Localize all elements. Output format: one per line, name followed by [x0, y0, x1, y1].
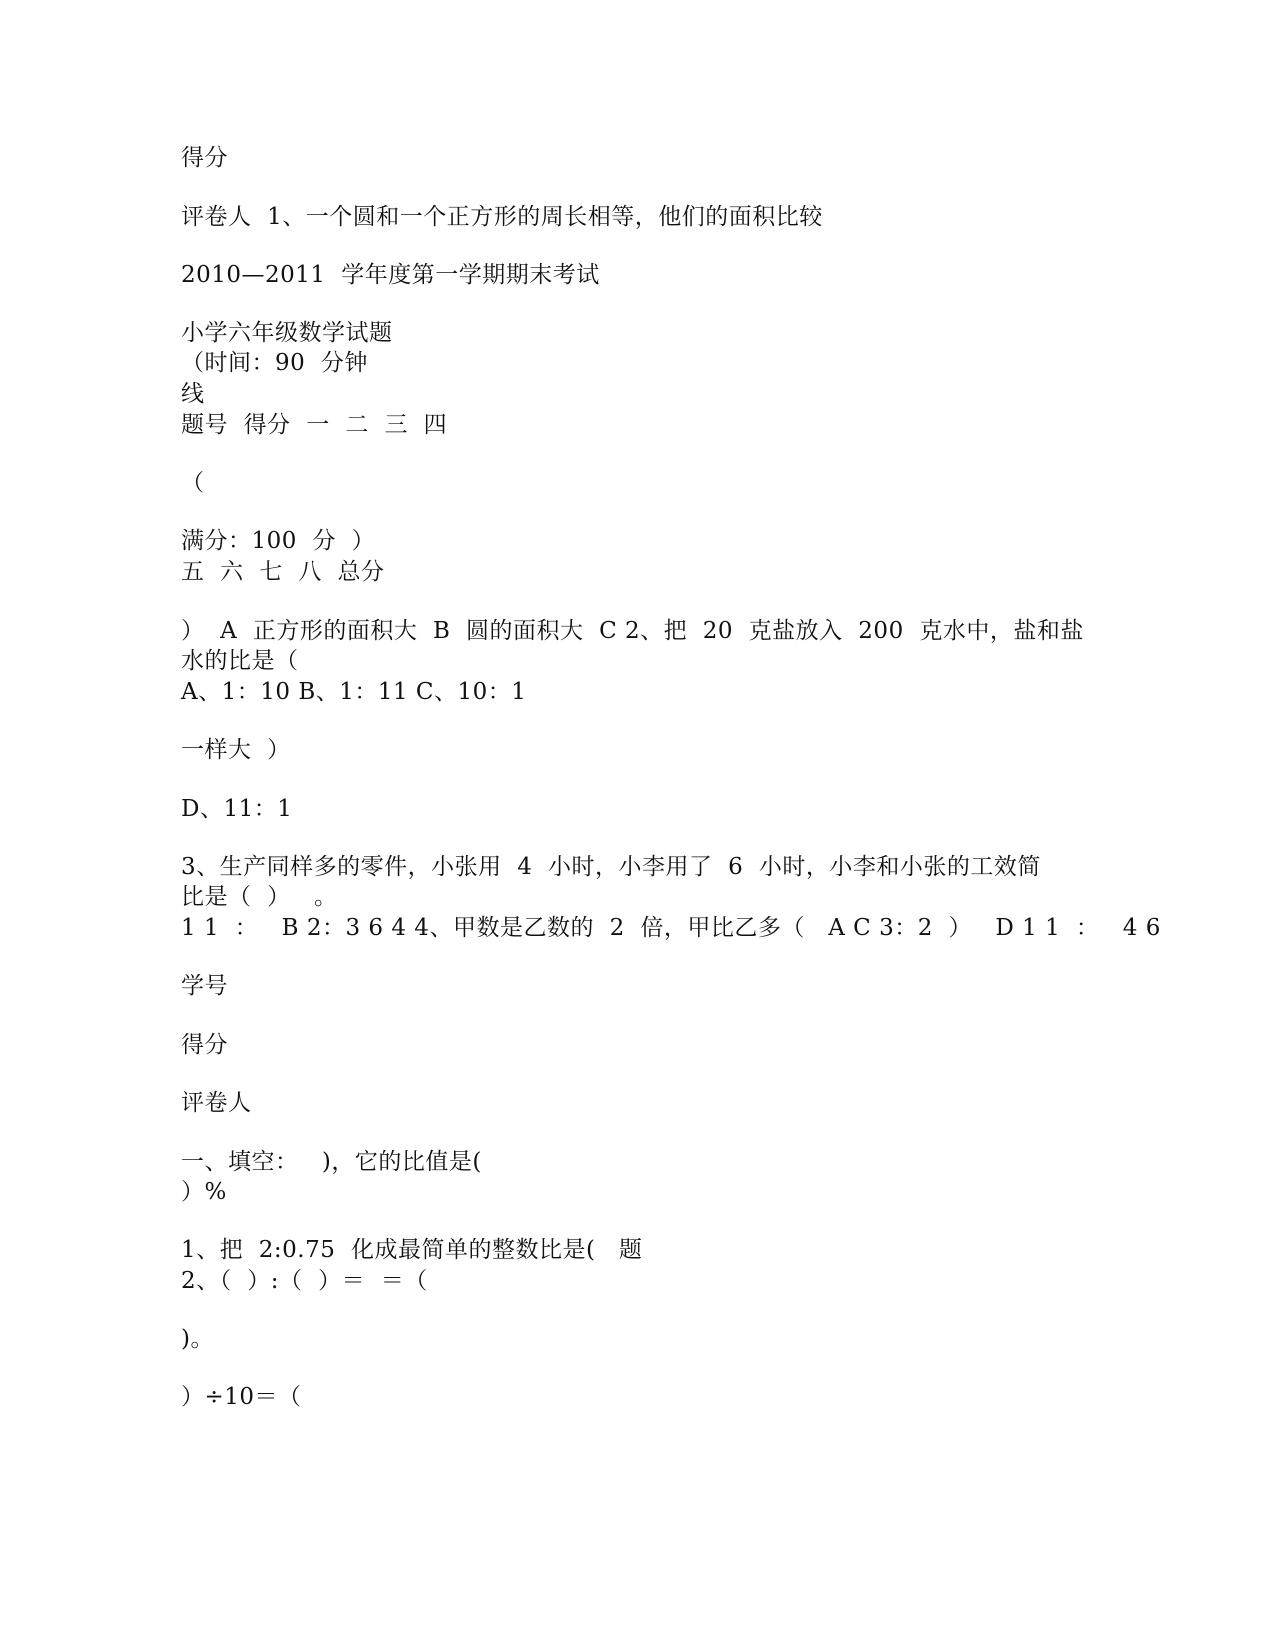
text-line: ）÷10＝（: [181, 1384, 302, 1410]
text-line: 水的比是（: [181, 648, 299, 674]
text-line: ） A 正方形的面积大 B 圆的面积大 C 2、把 20 克盐放入 200 克水中，盐和盐: [181, 618, 1084, 644]
text-line: 评卷人: [181, 1090, 252, 1116]
text-line: 小学六年级数学试题: [181, 320, 393, 346]
text-line: 2010—2011 学年度第一学期期末考试: [181, 262, 600, 288]
text-line: 一、填空： )，它的比值是(: [181, 1149, 482, 1175]
text-line: 评卷人 1、一个圆和一个正方形的周长相等，他们的面积比较: [181, 204, 823, 230]
text-line: 1、把 2:0.75 化成最简单的整数比是( 题: [181, 1237, 643, 1263]
text-line: 2、（ ）:（ ）＝ ＝（: [181, 1268, 428, 1294]
text-line: 满分：100 分 ）: [181, 528, 376, 554]
text-line: 得分: [181, 145, 228, 171]
text-line: 学号: [181, 973, 228, 999]
text-line: 比是（ ） 。: [181, 884, 338, 910]
text-line: （时间：90 分钟: [181, 350, 368, 376]
text-line: 得分: [181, 1032, 228, 1058]
text-line: （: [181, 470, 205, 496]
text-line: 3、生产同样多的零件，小张用 4 小时，小李用了 6 小时，小李和小张的工效简: [181, 854, 1041, 880]
text-line: )。: [181, 1326, 214, 1352]
text-line: 题号 得分 一 二 三 四: [181, 412, 448, 438]
text-line: D、11：1: [181, 796, 293, 822]
text-line: 五 六 七 八 总分: [181, 559, 385, 585]
text-line: A、1：10 B、1：11 C、10：1: [181, 679, 527, 705]
text-line: ）%: [181, 1179, 227, 1205]
text-line: 一样大 ）: [181, 737, 291, 763]
text-line: 线: [181, 381, 205, 407]
text-line: 1 1 ： B 2：3 6 4 4、甲数是乙数的 2 倍，甲比乙多（ A C 3：2 ） D 1 1 ： 4 6: [181, 915, 1161, 941]
